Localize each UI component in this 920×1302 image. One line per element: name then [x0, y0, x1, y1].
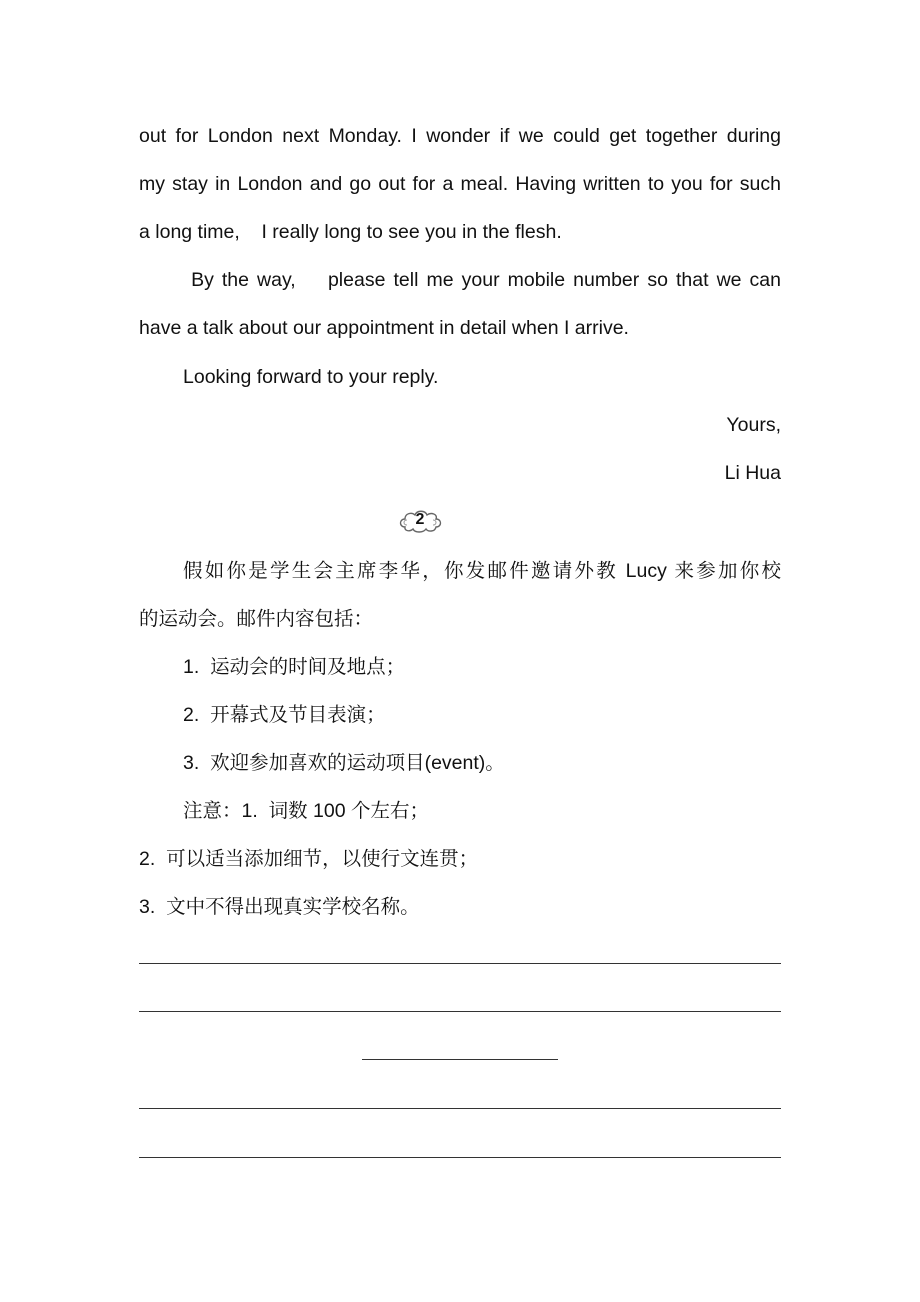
prompt-line-1: 假如你是学生会主席李华，你发邮件邀请外教 Lucy 来参加你校	[183, 560, 781, 582]
letter-line-1: out for London next Monday. I wonder if we could get together during	[139, 125, 781, 147]
letter-line-5: have a talk about our appointment in detail when I arrive.	[139, 317, 629, 339]
task-number: 2	[415, 511, 425, 528]
note-line-2: 2. 可以适当添加细节，以使行文连贯；	[139, 848, 479, 870]
content-item-2: 2. 开幕式及节目表演；	[183, 704, 386, 726]
content-item-1: 1. 运动会的时间及地点；	[183, 656, 406, 678]
answer-line-3	[362, 1059, 558, 1060]
answer-line-5	[139, 1157, 781, 1158]
answer-line-4	[139, 1108, 781, 1109]
answer-line-1	[139, 963, 781, 964]
letter-line-6: Looking forward to your reply.	[183, 366, 439, 388]
letter-closing: Yours,	[726, 414, 781, 436]
task-number-badge	[397, 507, 443, 537]
content-item-3: 3. 欢迎参加喜欢的运动项目(event)。	[183, 752, 505, 774]
prompt-line-2: 的运动会。邮件内容包括：	[139, 608, 374, 630]
note-line-3: 3. 文中不得出现真实学校名称。	[139, 896, 420, 918]
letter-line-2: my stay in London and go out for a meal. Having written to you for such	[139, 173, 781, 195]
note-line-1: 注意：1. 词数 100 个左右；	[183, 800, 429, 822]
letter-line-4: By the way, please tell me your mobile number so that we can	[183, 269, 781, 291]
letter-line-3: a long time, I really long to see you in the flesh.	[139, 221, 562, 243]
letter-signature: Li Hua	[724, 462, 781, 484]
answer-line-2	[139, 1011, 781, 1012]
